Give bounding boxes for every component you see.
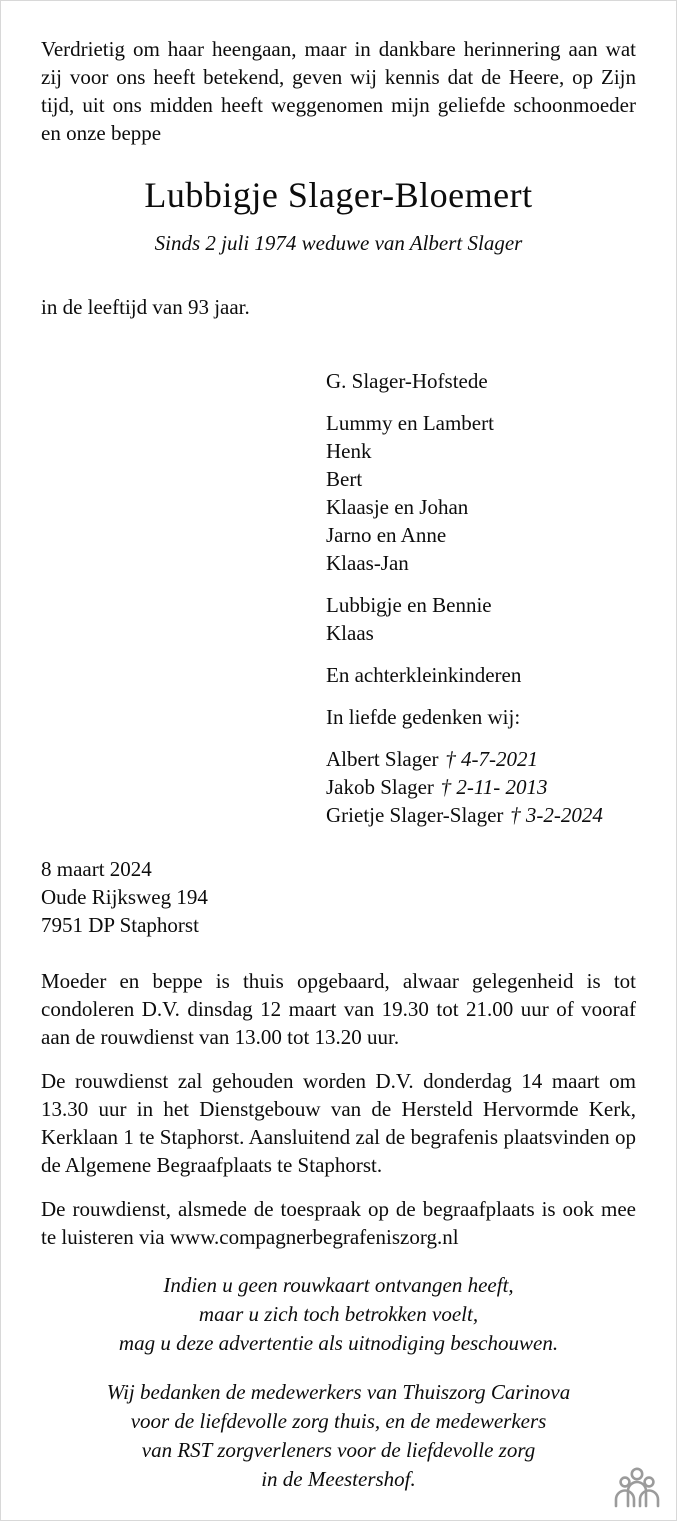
relative-line: Klaasje en Johan: [326, 495, 469, 519]
relative-line: Lubbigje en Bennie: [326, 593, 492, 617]
memorial-name: Grietje Slager-Slager: [326, 803, 504, 827]
relatives-column: [326, 367, 636, 829]
service-paragraph: De rouwdienst zal gehouden worden D.V. donderdag 14 maart om 13.30 uur in het Dienstgebouw van de Hersteld Hervormde Kerk, Kerklaan 1 te Staphorst. Aansluitend zal de begrafenis plaatsvinden op de Algemene Begraafplaats te Staphorst.: [41, 1069, 636, 1177]
memorial-header: In liefde gedenken wij:: [326, 705, 521, 729]
memorial-line: [326, 745, 636, 773]
website-url: www.compagnerbegrafeniszorg.nl: [169, 1225, 459, 1249]
widow-subtitle: Sinds 2 juli 1974 weduwe van Albert Slager: [154, 231, 523, 255]
thanks-line: in de Meestershof.: [261, 1467, 416, 1491]
intro-paragraph: Verdrietig om haar heengaan, maar in dankbare herinnering aan wat zij voor ons heeft betekend, geven wij kennis dat de Heere, op Zijn tijd, uit ons midden heeft weggenomen mijn geliefde schoonmoeder en onze beppe: [41, 37, 636, 145]
widow-group: [326, 367, 636, 395]
thanks-line: Wij bedanken de medewerkers van Thuiszorg Carinova: [106, 1380, 571, 1404]
memorial-date: † 4-7-2021: [445, 747, 539, 771]
deceased-name: Lubbigje Slager-Bloemert: [144, 175, 533, 215]
livestream-paragraph: [41, 1195, 636, 1251]
relative-line: Lummy en Lambert: [326, 411, 494, 435]
memorials-group: [326, 745, 636, 829]
announcement-date: 8 maart 2024: [41, 857, 152, 881]
date-address-block: [41, 855, 636, 939]
children-group: [326, 409, 636, 577]
relative-line: Henk: [326, 439, 372, 463]
relative-line: Klaas-Jan: [326, 551, 409, 575]
invitation-line: Indien u geen rouwkaart ontvangen heeft,: [163, 1273, 514, 1297]
thanks-line: voor de liefdevolle zorg thuis, en de medewerkers: [130, 1409, 547, 1433]
memorial-line: [326, 773, 636, 801]
grandchildren-group: [326, 661, 636, 689]
age-line: in de leeftijd van 93 jaar.: [41, 295, 250, 319]
condolence-paragraph: Moeder en beppe is thuis opgebaard, alwaar gelegenheid is tot condoleren D.V. dinsdag 12 maart van 19.30 tot 21.00 uur of vooraf aan de rouwdienst van 13.00 tot 13.20 uur.: [41, 969, 636, 1049]
address-line: Oude Rijksweg 194: [41, 885, 208, 909]
livestream-text: De rouwdienst, alsmede de toespraak op de begraafplaats is ook mee te luisteren via: [41, 1197, 636, 1249]
memorial-header-group: [326, 703, 636, 731]
thanks-note: [41, 1378, 636, 1494]
invitation-line: mag u deze advertentie als uitnodiging beschouwen.: [118, 1331, 559, 1355]
memorial-name: Albert Slager: [326, 747, 439, 771]
relative-line: Klaas: [326, 621, 374, 645]
memorial-name: Jakob Slager: [326, 775, 434, 799]
relative-line: Jarno en Anne: [326, 523, 447, 547]
mensenlinq-logo-icon: [612, 1464, 662, 1508]
thanks-line: van RST zorgverleners voor de liefdevolle zorg: [141, 1438, 536, 1462]
postal-city-line: 7951 DP Staphorst: [41, 913, 199, 937]
invitation-note: [41, 1271, 636, 1358]
widow-name: G. Slager-Hofstede: [326, 369, 488, 393]
grandchildren-line: En achterkleinkinderen: [326, 663, 522, 687]
memorial-line: [326, 801, 636, 829]
memorial-date: † 3-2-2024: [510, 803, 603, 827]
invitation-line: maar u zich toch betrokken voelt,: [198, 1302, 479, 1326]
relative-line: Bert: [326, 467, 363, 491]
second-family-group: [326, 591, 636, 647]
memorial-date: † 2-11- 2013: [440, 775, 548, 799]
